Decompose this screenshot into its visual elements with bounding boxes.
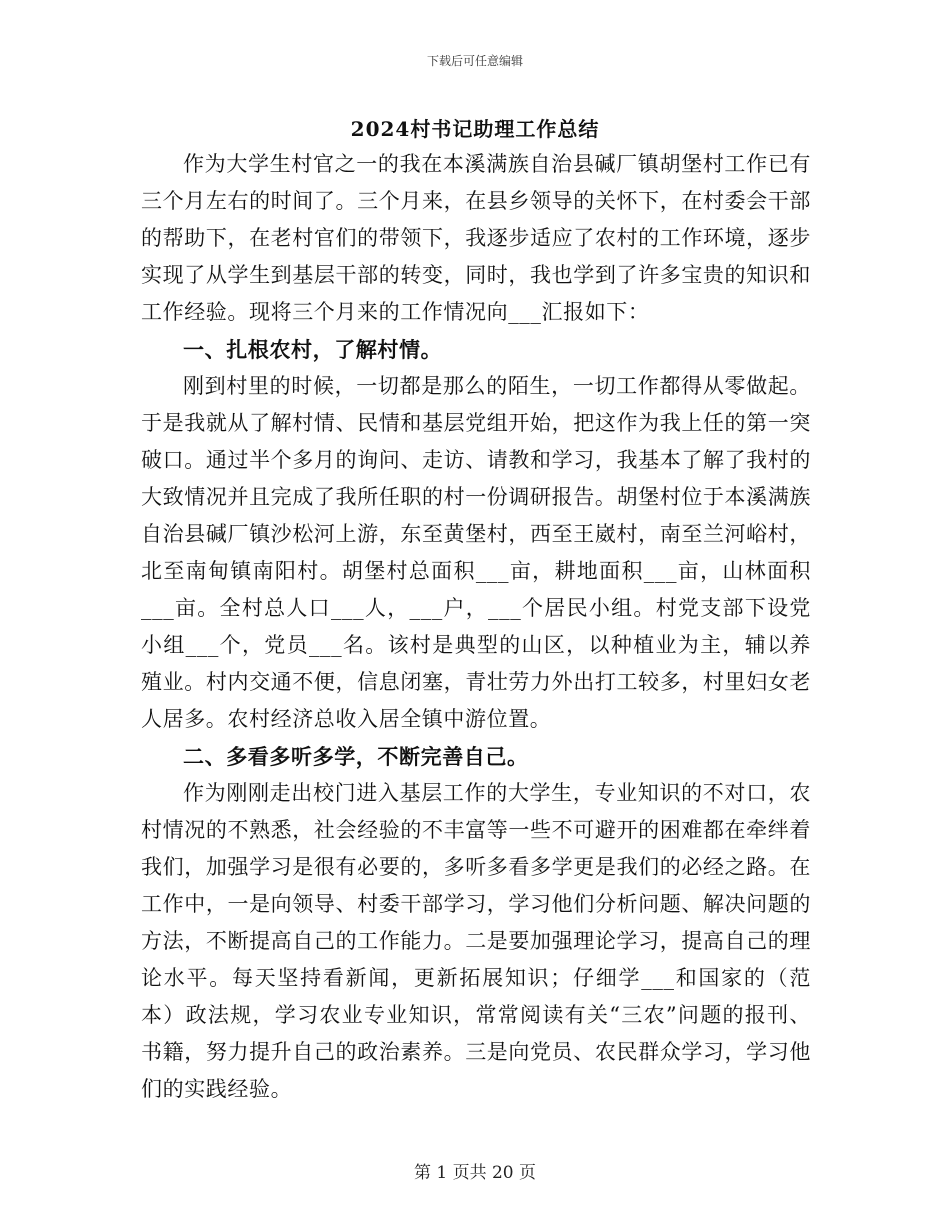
intro-paragraph: 作为大学生村官之一的我在本溪满族自治县碱厂镇胡堡村工作已有三个月左右的时间了。三个月来，在县乡领导的关怀下，在村委会干部的帮助下，在老村官们的带领下，我逐步适应了农村的工作环境，逐步实现了从学生到基层干部的转变，同时，我也学到了许多宝贵的知识和工作经验。现将三个月来的工作情况向___汇报如下： bbox=[141, 152, 811, 324]
section-2-heading: 二、多看多听多学，不断完善自己。 bbox=[183, 744, 529, 769]
page-number: 第 1 页共 20 页 bbox=[413, 1163, 537, 1183]
section-1-heading: 一、扎根农村，了解村情。 bbox=[183, 337, 443, 362]
header-note: 下载后可任意编辑 bbox=[426, 54, 523, 68]
document-body bbox=[141, 146, 811, 1108]
section-1-paragraph: 刚到村里的时候，一切都是那么的陌生，一切工作都得从零做起。于是我就从了解村情、民情和基层党组开始，把这作为我上任的第一突破口。通过半个多月的询问、走访、请教和学习，我基本了解了我村的大致情况并且完成了我所任职的村一份调研报告。胡堡村位于本溪满族自治县碱厂镇沙松河上游，东至黄堡村，西至王崴村，南至兰河峪村，北至南甸镇南阳村。胡堡村总面积___亩，耕地面积___亩，山林面积___亩。全村总人口___人，___户，___个居民小组。村党支部下设党小组___个，党员___名。该村是典型的山区，以种植业为主，辅以养殖业。村内交通不便，信息闭塞，青壮劳力外出打工较多，村里妇女老人居多。农村经济总收入居全镇中游位置。 bbox=[141, 374, 811, 731]
section-2-paragraph: 作为刚刚走出校门进入基层工作的大学生，专业知识的不对口，农村情况的不熟悉，社会经验的不丰富等一些不可避开的困难都在牵绊着我们，加强学习是很有必要的，多听多看多学更是我们的必经之路。在工作中，一是向领导、村委干部学习，学习他们分析问题、解决问题的方法，不断提高自己的工作能力。二是要加强理论学习，提高自己的理论水平。每天坚持看新闻，更新拓展知识；仔细学___和国家的（范本）政法规，学习农业专业知识，常常阅读有关“三农”问题的报刊、书籍，努力提升自己的政治素养。三是向党员、农民群众学习，学习他们的实践经验。 bbox=[141, 781, 811, 1101]
document-title: 2024村书记助理工作总结 bbox=[350, 117, 600, 141]
